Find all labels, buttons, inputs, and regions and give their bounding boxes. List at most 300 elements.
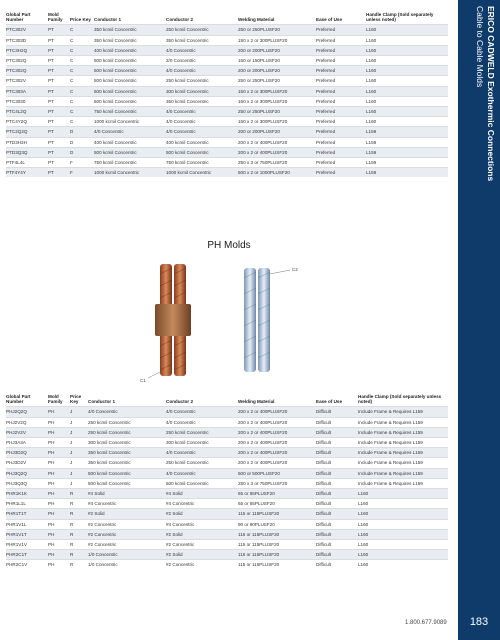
table-cell: R (70, 509, 88, 519)
table-cell: R (70, 560, 88, 570)
table-row (6, 550, 448, 560)
table-cell: L160 (358, 499, 448, 509)
table-cell: Preferred (316, 86, 366, 96)
table-cell: PH (48, 550, 70, 560)
table-cell: 500 kcmil Concentric (166, 147, 238, 157)
table-cell: 150 x 2 or 300PLUSF20 (238, 117, 316, 127)
section-title: PH Molds (207, 240, 251, 251)
table-cell: 300 kcmil Concentric (166, 438, 238, 448)
table-cell: L159 (366, 137, 448, 147)
table-cell: 4/0 Concentric (166, 417, 238, 427)
table-cell: 115 or 115PLUSF20 (238, 529, 316, 539)
table-cell: Preferred (316, 117, 366, 127)
table-cell: PH (48, 438, 70, 448)
table-cell: F (70, 168, 94, 178)
table-cell: R (70, 489, 88, 499)
table-cell: L160 (358, 550, 448, 560)
table-row (6, 540, 448, 550)
phone-number: 1.800.677.9089 (405, 620, 447, 626)
table-cell: 400 kcmil Concentric (94, 137, 166, 147)
table-cell: PT (48, 96, 70, 106)
table-cell: PHJ3A3A (6, 438, 48, 448)
table-cell: J (70, 407, 88, 417)
table-cell: 4/0 Concentric (166, 127, 238, 137)
table-cell: PHJ2V2V (6, 427, 48, 437)
table-cell: 200 x 2 or 400PLUSF20 (238, 458, 316, 468)
table-cell: PTD3H3H (6, 137, 48, 147)
table-cell: Difficult (316, 427, 358, 437)
column-header: Handle Clamp (Sold separately unless noted) (358, 394, 442, 405)
table-cell: PT (48, 117, 70, 127)
table-cell: 4/0 Concentric (166, 117, 238, 127)
table-header-row (6, 12, 448, 25)
table-cell: PT (48, 35, 70, 45)
table-cell: PH (48, 529, 70, 539)
table-cell: 350 kcmil Concentric (166, 35, 238, 45)
table-cell: L160 (366, 117, 448, 127)
column-header: Handle Clamp (Sold separately unless noted) (366, 12, 434, 23)
table-cell: 4/0 Concentric (166, 45, 238, 55)
table-cell: Include Frame & Requires L159 (358, 427, 448, 437)
table-cell: #4 Concentric (166, 519, 238, 529)
table-cell: #2 Concentric (166, 560, 238, 570)
table-cell: D (70, 127, 94, 137)
table-row (6, 519, 448, 529)
table-cell: Difficult (316, 560, 358, 570)
table-cell: PHR2C1V (6, 560, 48, 570)
table-cell: PT (48, 66, 70, 76)
table-cell: Preferred (316, 25, 366, 35)
table-row (6, 478, 448, 488)
table-cell: L159 (366, 127, 448, 137)
table-cell: C (70, 45, 94, 55)
column-header: Price Key (70, 17, 91, 23)
table-cell: L160 (366, 86, 448, 96)
table-row (6, 448, 448, 458)
table-cell: 750 kcmil Concentric (94, 107, 166, 117)
table-cell: PH (48, 468, 70, 478)
column-header: Conductor 1 (94, 17, 122, 23)
table-cell: 250 or 250PLUSF20 (238, 76, 316, 86)
column-header: Ease of Use (316, 399, 343, 405)
table-row (6, 45, 448, 55)
table-cell: 500 kcmil Concentric (88, 468, 166, 478)
table-cell: #2 Solid (166, 529, 238, 539)
table-cell: Difficult (316, 499, 358, 509)
table-cell: C (70, 25, 94, 35)
column-header: Price Key (70, 394, 82, 405)
table-cell: PTC302V (6, 76, 48, 86)
sidebar-band (458, 0, 500, 640)
table-cell: 350 kcmil Concentric (88, 448, 166, 458)
table-cell: #2 Concentric (88, 519, 166, 529)
table-cell: 115 or 115PLUSF20 (238, 550, 316, 560)
table-cell: 200 x 2 or 400PLUSF20 (238, 448, 316, 458)
table-cell: J (70, 468, 88, 478)
table-cell: 200 or 200PLUSF20 (238, 127, 316, 137)
table-cell: 1000 kcmil Concentric (94, 168, 166, 178)
table-cell: Difficult (316, 448, 358, 458)
table-row (6, 417, 448, 427)
table-cell: 4/0 Concentric (88, 407, 166, 417)
table-cell: Difficult (316, 519, 358, 529)
table-cell: Preferred (316, 45, 366, 55)
table-cell: PHJ2Q2Q (6, 407, 48, 417)
table-cell: PHR1V1T (6, 529, 48, 539)
table-cell: 200 x 2 or 400PLUSF20 (238, 417, 316, 427)
column-header: Mold Family (48, 394, 63, 405)
column-header: Welding Material (238, 17, 275, 23)
table-cell: R (70, 529, 88, 539)
table-cell: L159 (366, 158, 448, 168)
table-cell: 115 or 115PLUSF20 (238, 560, 316, 570)
column-header: Ease of Use (316, 17, 343, 23)
table-cell: PHJ3D2V (6, 458, 48, 468)
table-cell: 150 x 2 or 300PLUSF20 (238, 86, 316, 96)
table-cell: 150 x 2 or 300PLUSF20 (238, 96, 316, 106)
table-cell: 1000 kcmil Concentric (94, 117, 166, 127)
table-cell: 4/0 Concentric (166, 407, 238, 417)
column-header: Welding Material (238, 399, 275, 405)
pt-molds-table (6, 12, 448, 177)
table-cell: PH (48, 509, 70, 519)
column-header: Global Part Number (6, 394, 31, 405)
table-row (6, 499, 448, 509)
table-cell: L160 (366, 96, 448, 106)
table-cell: 200 x 2 or 400PLUSF20 (238, 407, 316, 417)
table-cell: PTD3Q3Q (6, 147, 48, 157)
table-cell: #2 Concentric (88, 529, 166, 539)
table-cell: D (70, 137, 94, 147)
table-cell: L160 (358, 519, 448, 529)
table-cell: L159 (366, 147, 448, 157)
table-cell: PT (48, 158, 70, 168)
table-cell: PT (48, 56, 70, 66)
table-cell: 500 kcmil Concentric (94, 66, 166, 76)
ph-mold-figure (120, 260, 340, 385)
table-cell: #2 Solid (166, 509, 238, 519)
table-cell: 500 kcmil Concentric (94, 56, 166, 66)
table-row (6, 86, 448, 96)
table-cell: Preferred (316, 76, 366, 86)
table-cell: Difficult (316, 529, 358, 539)
table-cell: 350 kcmil Concentric (94, 35, 166, 45)
table-cell: Include Frame & Requires L159 (358, 417, 448, 427)
table-cell: Preferred (316, 137, 366, 147)
table-cell: 500 kcmil Concentric (94, 76, 166, 86)
table-cell: PH (48, 448, 70, 458)
table-row (6, 509, 448, 519)
table-cell: 4/0 Concentric (166, 468, 238, 478)
table-cell: PTC2Q2Q (6, 127, 48, 137)
table-cell: Difficult (316, 478, 358, 488)
table-row (6, 56, 448, 66)
table-cell: PHR1V1L (6, 519, 48, 529)
table-cell: R (70, 550, 88, 560)
table-row (6, 127, 448, 137)
table-cell: #2 Concentric (88, 540, 166, 550)
table-cell: PHJ3Q3Q (6, 478, 48, 488)
table-cell: PH (48, 519, 70, 529)
table-cell: PHR2C1T (6, 550, 48, 560)
table-cell: L160 (366, 35, 448, 45)
table-cell: 2/0 Concentric (166, 56, 238, 66)
table-cell: 1/0 Concentric (88, 550, 166, 560)
table-cell: 350 kcmil Concentric (94, 25, 166, 35)
table-cell: 250 x 3 or 750PLUSF20 (238, 478, 316, 488)
table-cell: L160 (358, 560, 448, 570)
table-cell: Include Frame & Requires L159 (358, 458, 448, 468)
table-cell: #2 Solid (88, 509, 166, 519)
table-cell: PT (48, 137, 70, 147)
table-cell: L160 (366, 56, 448, 66)
copper-cable-pair (155, 264, 191, 376)
table-cell: PH (48, 407, 70, 417)
ph-molds-table (6, 394, 448, 570)
table-cell: C (70, 117, 94, 127)
table-cell: PH (48, 458, 70, 468)
table-cell: PT (48, 45, 70, 55)
table-cell: 250 kcmil Concentric (166, 25, 238, 35)
table-cell: Preferred (316, 107, 366, 117)
table-cell: 115 or 115PLUSF20 (238, 540, 316, 550)
table-cell: L160 (366, 66, 448, 76)
table-cell: PT (48, 147, 70, 157)
table-cell: PHR1K1K (6, 489, 48, 499)
table-cell: C (70, 56, 94, 66)
table-cell: PH (48, 540, 70, 550)
table-cell: 500 kcmil Concentric (94, 96, 166, 106)
table-cell: J (70, 438, 88, 448)
table-cell: PTC302V (6, 25, 48, 35)
table-cell: Difficult (316, 417, 358, 427)
sidebar-subtitle: Cable to Cable Molds (475, 6, 485, 88)
table-cell: 500 kcmil Concentric (166, 478, 238, 488)
table-cell: PT (48, 86, 70, 96)
table-cell: Difficult (316, 468, 358, 478)
table-cell: Difficult (316, 438, 358, 448)
table-cell: PTC3H2Q (6, 45, 48, 55)
table-cell: L160 (358, 489, 448, 499)
table-cell: L160 (358, 529, 448, 539)
table-cell: 750 kcmil Concentric (94, 158, 166, 168)
table-cell: C (70, 86, 94, 96)
table-cell: J (70, 478, 88, 488)
table-cell: #4 Concentric (88, 499, 166, 509)
table-cell: 500 kcmil Concentric (94, 147, 166, 157)
table-cell: 90 or 90PLUSF20 (238, 519, 316, 529)
table-row (6, 35, 448, 45)
table-cell: PT (48, 127, 70, 137)
table-row (6, 468, 448, 478)
table-cell: L160 (366, 45, 448, 55)
table-cell: L160 (366, 25, 448, 35)
table-cell: PH (48, 478, 70, 488)
column-header: Conductor 2 (166, 399, 194, 405)
table-cell: L160 (358, 509, 448, 519)
table-cell: PHJ3Q2Q (6, 468, 48, 478)
table-cell: 250 kcmil Concentric (88, 427, 166, 437)
table-row (6, 168, 448, 178)
table-cell: 4/0 Concentric (166, 66, 238, 76)
table-cell: Difficult (316, 407, 358, 417)
table-cell: PTC302Q (6, 66, 48, 76)
blue-cable-pair (244, 268, 270, 372)
table-cell: PTC4L2Q (6, 107, 48, 117)
table-cell: 1/0 Concentric (88, 560, 166, 570)
table-cell: #4 Solid (166, 489, 238, 499)
table-cell: 250 x 3 or 750PLUSF20 (238, 158, 316, 168)
table-cell: 4/0 Concentric (166, 448, 238, 458)
table-cell: PH (48, 489, 70, 499)
table-cell: Preferred (316, 66, 366, 76)
table-cell: Difficult (316, 509, 358, 519)
table-cell: Difficult (316, 458, 358, 468)
table-cell: L160 (366, 76, 448, 86)
table-cell: PT (48, 76, 70, 86)
table-cell: 400 kcmil Concentric (94, 45, 166, 55)
table-cell: PTC303D (6, 35, 48, 45)
table-cell: L160 (358, 540, 448, 550)
table-row (6, 458, 448, 468)
table-cell: C (70, 96, 94, 106)
table-cell: 200 or 200PLUSF20 (238, 45, 316, 55)
sidebar-title: ERICO CADWELD Exothermic Connections (486, 6, 496, 182)
table-row (6, 147, 448, 157)
table-cell: PHR1L1L (6, 499, 48, 509)
table-cell: #2 Concentric (166, 540, 238, 550)
table-row (6, 25, 448, 35)
table-cell: PH (48, 427, 70, 437)
table-cell: C (70, 66, 94, 76)
table-cell: PHR1T1T (6, 509, 48, 519)
table-cell: PH (48, 499, 70, 509)
table-cell: C (70, 107, 94, 117)
table-cell: 250 kcmil Concentric (166, 76, 238, 86)
table-row (6, 117, 448, 127)
table-cell: Preferred (316, 168, 366, 178)
table-cell: #2 Solid (166, 550, 238, 560)
table-cell: 300 kcmil Concentric (166, 86, 238, 96)
table-cell: 4/0 Concentric (166, 107, 238, 117)
table-cell: 500 x 2 or 1000PLUSF20 (238, 168, 316, 178)
table-cell: L160 (366, 107, 448, 117)
table-cell: Preferred (316, 96, 366, 106)
table-row (6, 560, 448, 570)
table-cell: C (70, 76, 94, 86)
table-cell: Include Frame & Requires L159 (358, 478, 448, 488)
table-cell: 200 x 2 or 400PLUSF20 (238, 147, 316, 157)
table-row (6, 137, 448, 147)
table-cell: #4 Concentric (166, 499, 238, 509)
table-cell: 200 x 2 or 400PLUSF20 (238, 438, 316, 448)
table-cell: PH (48, 560, 70, 570)
table-cell: Preferred (316, 147, 366, 157)
table-cell: 500 or 500PLUSF20 (238, 468, 316, 478)
table-cell: 350 kcmil Concentric (88, 458, 166, 468)
table-cell: J (70, 448, 88, 458)
table-cell: R (70, 519, 88, 529)
table-cell: F (70, 158, 94, 168)
table-cell: 4/0 Concentric (94, 127, 166, 137)
table-row (6, 438, 448, 448)
table-row (6, 66, 448, 76)
table-cell: 250 kcmil Concentric (166, 458, 238, 468)
table-cell: Preferred (316, 56, 366, 66)
table-cell: 750 kcmil Concentric (166, 158, 238, 168)
table-cell: 200 x 2 or 400PLUSF20 (238, 427, 316, 437)
table-cell: 500 kcmil Concentric (94, 86, 166, 96)
table-cell: Preferred (316, 158, 366, 168)
table-row (6, 96, 448, 106)
table-cell: 1000 kcmil Concentric (166, 168, 238, 178)
table-header-row (6, 394, 448, 407)
table-cell: Difficult (316, 540, 358, 550)
table-cell: PT (48, 25, 70, 35)
table-cell: Preferred (316, 127, 366, 137)
table-cell: 200 x 2 or 400PLUSF20 (238, 137, 316, 147)
table-cell: Include Frame & Requires L159 (358, 407, 448, 417)
table-cell: PTF4L4L (6, 158, 48, 168)
table-cell: PTF4Y4Y (6, 168, 48, 178)
column-header: Conductor 1 (88, 399, 116, 405)
sidebar-title-block (464, 6, 496, 306)
table-cell: Include Frame & Requires L159 (358, 438, 448, 448)
table-cell: Difficult (316, 489, 358, 499)
table-row (6, 427, 448, 437)
column-header: Mold Family (48, 12, 63, 23)
table-cell: J (70, 458, 88, 468)
table-cell: PTC3030 (6, 96, 48, 106)
table-cell: L159 (366, 168, 448, 178)
table-cell: Preferred (316, 35, 366, 45)
table-cell: 250 kcmil Concentric (88, 417, 166, 427)
table-cell: D (70, 147, 94, 157)
column-header: Global Part Number (6, 12, 31, 23)
table-cell: PHJ2V2Q (6, 417, 48, 427)
table-cell: PT (48, 168, 70, 178)
table-row (6, 158, 448, 168)
table-cell: 65 or 65PLUSF20 (238, 489, 316, 499)
column-header: Conductor 2 (166, 17, 194, 23)
table-cell: 300 kcmil Concentric (88, 438, 166, 448)
table-cell: R (70, 540, 88, 550)
table-cell: Difficult (316, 550, 358, 560)
table-cell: J (70, 427, 88, 437)
figure-label-c1: C1 (140, 378, 146, 383)
table-cell: PTC4Y2Q (6, 117, 48, 127)
table-cell: C (70, 35, 94, 45)
table-cell: #4 Solid (88, 489, 166, 499)
table-cell: PH (48, 417, 70, 427)
table-cell: PHJ3D2Q (6, 448, 48, 458)
table-cell: 500 kcmil Concentric (88, 478, 166, 488)
table-cell: 250 or 250PLUSF20 (238, 25, 316, 35)
table-cell: 150 or 150PLUSF20 (238, 56, 316, 66)
table-row (6, 107, 448, 117)
table-cell: 150 x 2 or 300PLUSF20 (238, 35, 316, 45)
table-row (6, 529, 448, 539)
table-cell: 400 kcmil Concentric (166, 137, 238, 147)
table-cell: R (70, 499, 88, 509)
table-row (6, 76, 448, 86)
table-cell: Include Frame & Requires L159 (358, 448, 448, 458)
figure-label-c2: C2 (292, 267, 298, 272)
table-cell: 250 kcmil Concentric (166, 427, 238, 437)
table-cell: 250 or 250PLUSF20 (238, 107, 316, 117)
table-row (6, 407, 448, 417)
table-cell: PHR1V1V (6, 540, 48, 550)
